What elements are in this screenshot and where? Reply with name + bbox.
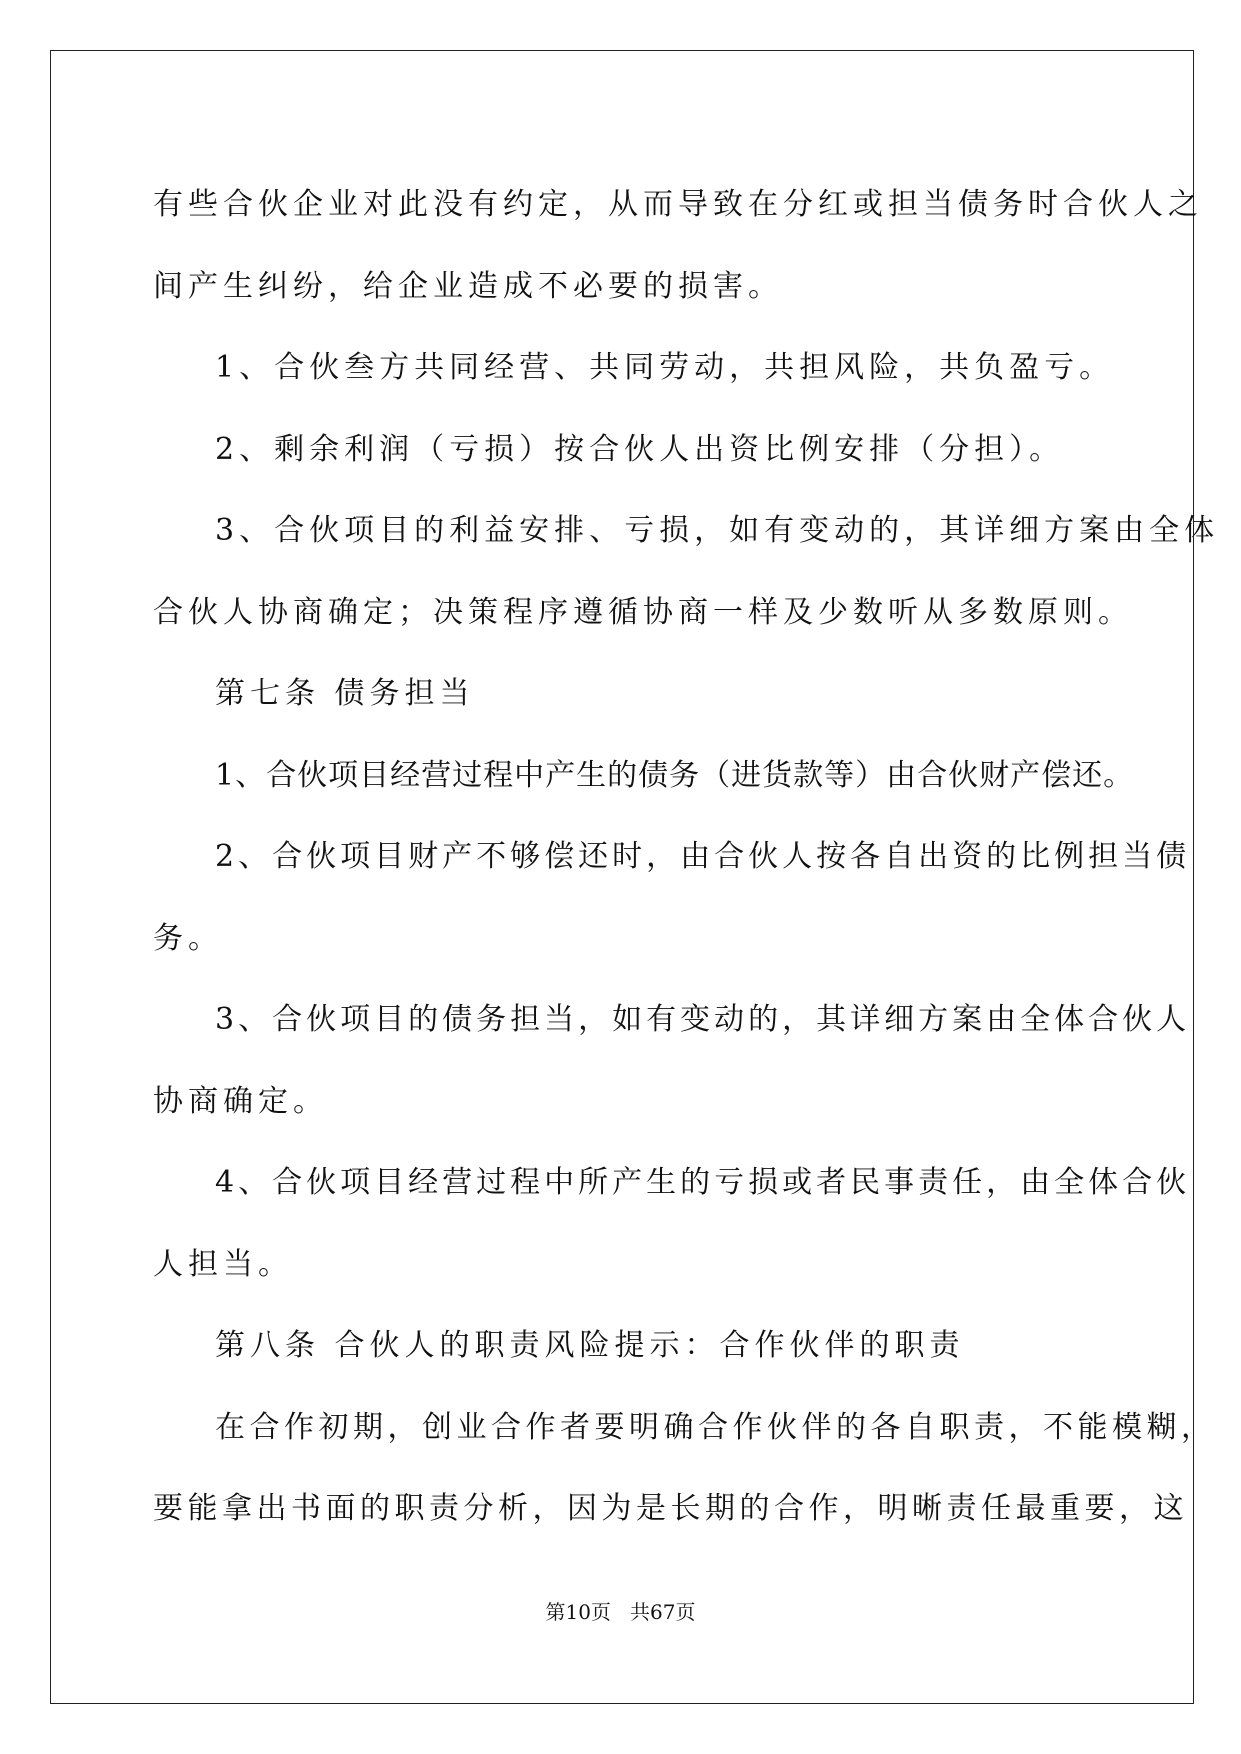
document-body bbox=[153, 164, 1220, 1550]
text-line: 3、合伙项目的利益安排、亏损，如有变动的，其详细方案由全体 bbox=[215, 513, 1220, 548]
text-line: 协商确定。 bbox=[153, 1083, 328, 1119]
text-line: 1、合伙叁方共同经营、共同劳动，共担风险，共负盈亏。 bbox=[215, 350, 1115, 385]
text-line: 1、合伙项目经营过程中产生的债务（进货款等）由合伙财产偿还。 bbox=[215, 757, 1135, 793]
text-line: 2、剩余利润（亏损）按合伙人出资比例安排（分担）。 bbox=[215, 431, 1065, 467]
text-line: 人担当。 bbox=[153, 1246, 293, 1282]
text-line: 合伙人协商确定；决策程序遵循协商一样及少数听从多数原则。 bbox=[153, 594, 1133, 630]
text-line: 务。 bbox=[153, 920, 223, 956]
section-heading: 第八条 合伙人的职责风险提示：合作伙伴的职责 bbox=[215, 1328, 965, 1363]
text-line: 4、合伙项目经营过程中所产生的亏损或者民事责任，由全体合伙 bbox=[215, 1165, 1191, 1200]
page-number: 第10页 共67页 bbox=[545, 1600, 696, 1624]
text-line: 2、合伙项目财产不够偿还时，由合伙人按各自出资的比例担当债 bbox=[215, 839, 1191, 874]
text-line: 要能拿出书面的职责分析，因为是长期的合作，明晰责任最重要，这 bbox=[153, 1491, 1188, 1526]
section-heading: 第七条 债务担当 bbox=[215, 676, 475, 711]
text-line: 在合作初期，创业合作者要明确合作伙伴的各自职责，不能模糊， bbox=[215, 1409, 1216, 1445]
text-line: 有些合伙企业对此没有约定，从而导致在分红或担当债务时合伙人之 bbox=[153, 187, 1203, 222]
text-line: 3、合伙项目的债务担当，如有变动的，其详细方案由全体合伙人 bbox=[215, 1002, 1191, 1037]
text-line: 间产生纠纷，给企业造成不必要的损害。 bbox=[153, 268, 783, 304]
